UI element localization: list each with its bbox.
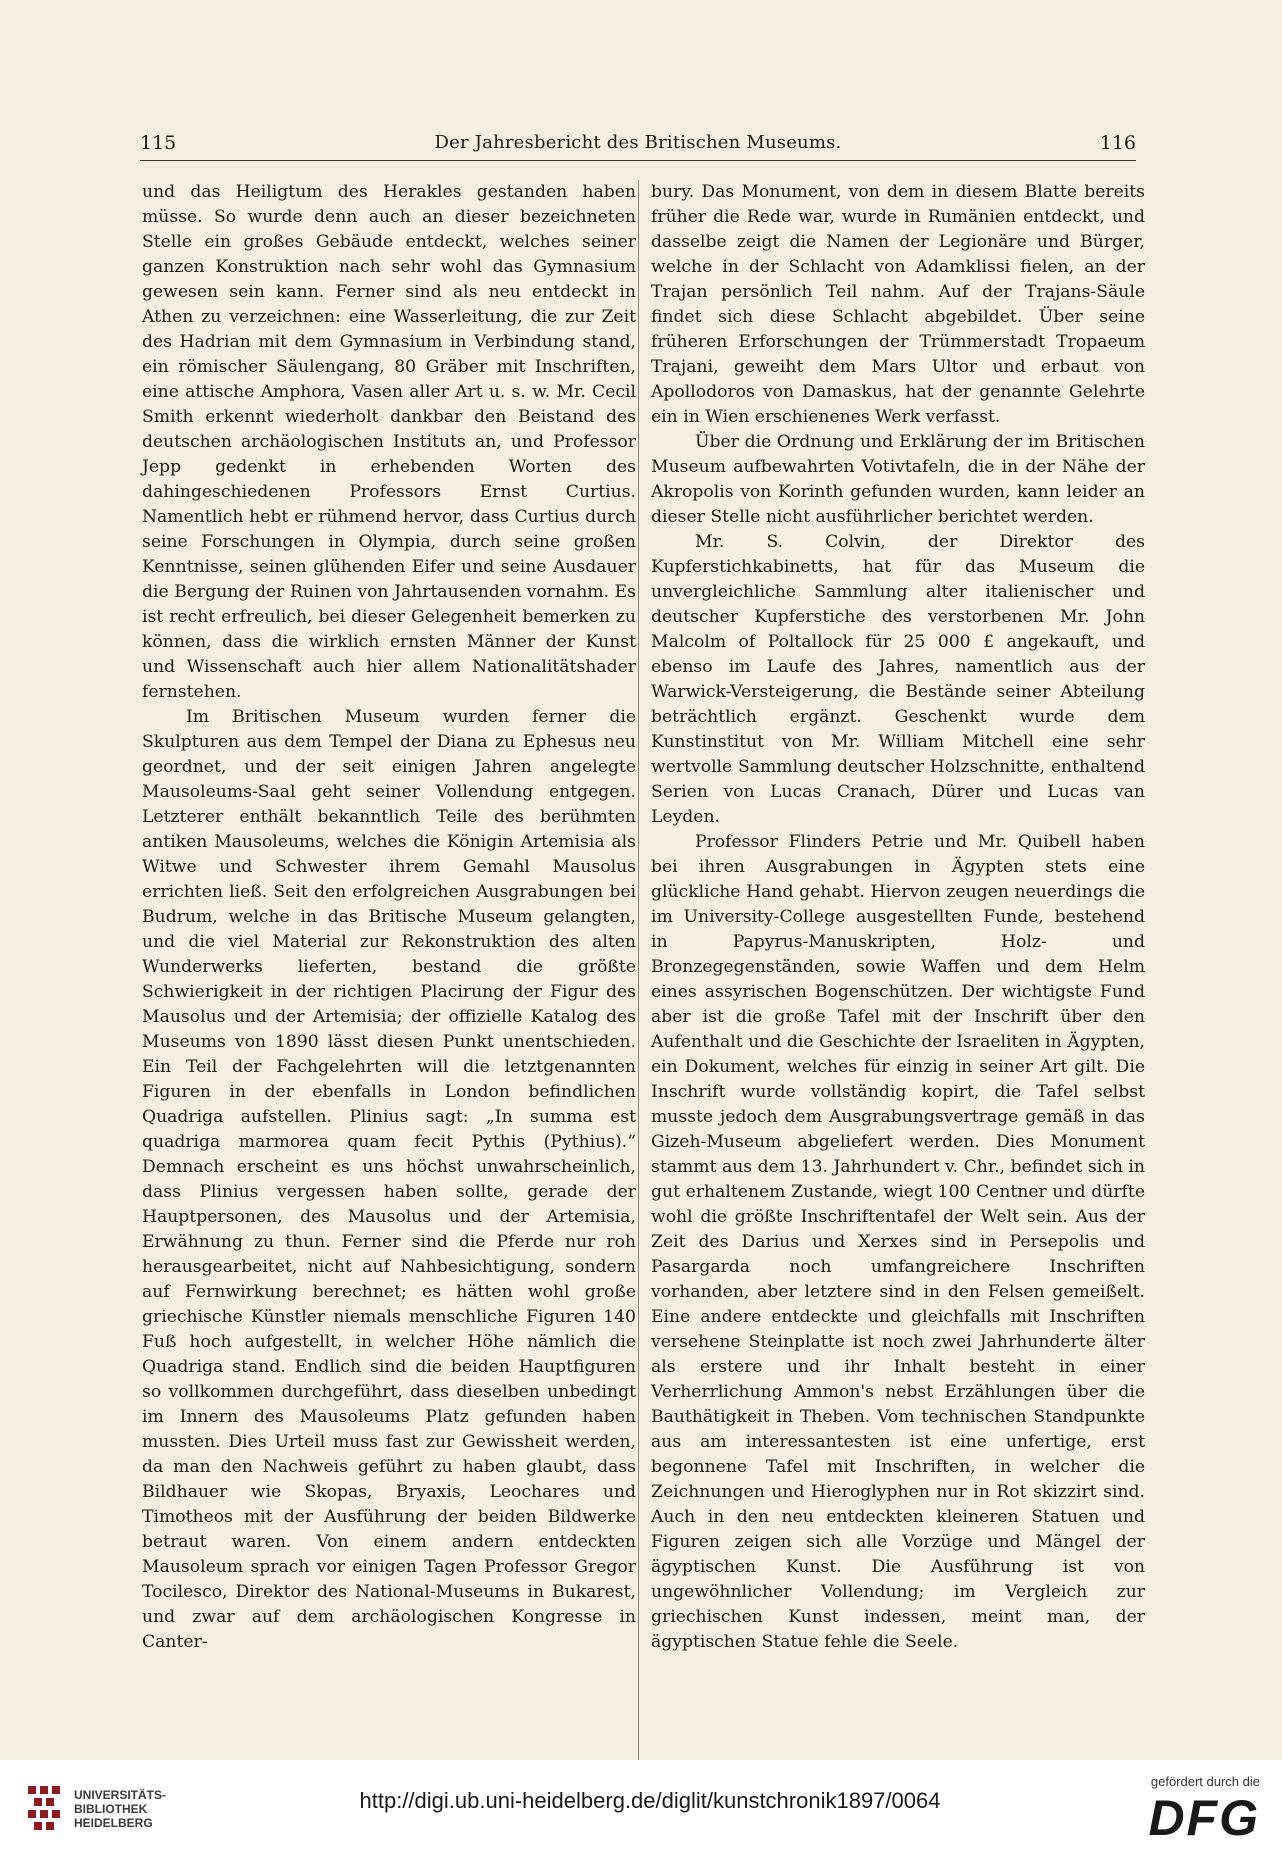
left-column	[142, 180, 636, 1726]
library-line: UNIVERSITÄTS-	[74, 1788, 167, 1802]
library-emblem-icon	[26, 1782, 70, 1834]
library-name	[74, 1788, 166, 1830]
running-head	[140, 132, 1136, 162]
header-rule	[140, 160, 1136, 161]
paragraph: Mr. S. Colvin, der Direktor des Kupferstichkabinetts, hat für das Museum die unvergleichliche Sammlung alter italienischer und deutscher Kupferstiche des verstorbenen Mr. John Malcolm of Poltallock für 25 000 £ angekauft, und ebenso im Laufe des Jahres, namentlich aus der Warwick-Versteigerung, die Bestände seiner Abteilung beträchtlich ergänzt. Geschenkt wurde dem Kunstinstitut von Mr. William Mitchell eine sehr wertvolle Sammlung deutscher Holzschnitte, enthaltend Serien von Lucas Cranach, Dürer und Lucas van Leyden.	[651, 532, 1145, 827]
page-number-left: 115	[140, 132, 177, 154]
university-library-logo[interactable]	[26, 1782, 167, 1840]
running-title: Der Jahresbericht des Britischen Museums.	[434, 132, 842, 153]
paragraph: Über die Ordnung und Erklärung der im Britischen Museum aufbewahrten Votivtafeln, die in der Nähe der Akropolis von Korinth gefunden wurden, kann leider an dieser Stelle nicht ausführlicher berichtet werden.	[651, 432, 1145, 527]
funded-by-label: gefördert durch die	[1150, 1774, 1260, 1789]
dfg-logo[interactable]: DFG	[1148, 1790, 1260, 1846]
right-column	[651, 180, 1145, 1726]
paragraph: Professor Flinders Petrie und Mr. Quibell haben bei ihren Ausgrabungen in Ägypten stets eine glückliche Hand gehabt. Hiervon zeugen neuerdings die im University-College ausgestellten Funde, bestehend in Papyrus-Manuskripten, Holz- und Bronzegegenständen, sowie Waffen und dem Helm eines assyrischen Bogenschützen. Der wichtigste Fund aber ist die große Tafel mit der Inschrift über den Aufenthalt und die Geschichte der Israeliten in Ägypten, ein Dokument, welches für einzig in seiner Art gilt. Die Inschrift wurde vollständig kopirt, die Tafel selbst musste jedoch dem Ausgrabungsvertrage gemäß in das Gizeh-Museum abgeliefert werden. Dies Monument stammt aus dem 13. Jahrhundert v. Chr., befindet sich in gut erhaltenem Zustande, wiegt 100 Centner und dürfte wohl die größte Inschriftentafel der Welt sein. Aus der Zeit des Darius und Xerxes sind in Persepolis und Pasargarda noch umfangreichere Inschriften vorhanden, aber letztere sind in den Felsen gemeißelt. Eine andere entdeckte und gleichfalls mit Inschriften versehene Steinplatte ist noch zwei Jahrhunderte älter als erstere und ihr Inhalt besteht in einer Verherrlichung Ammon's nebst Erzählungen über die Bauthätigkeit in Theben. Vom technischen Standpunkte aus am interessantesten ist eine unfertige, erst begonnene Tafel mit Inschriften, in welcher die Zeichnungen und Hieroglyphen nur in Rot skizzirt sind. Auch in den neu entdeckten kleineren Statuen und Figuren zeigen sich alle Vorzüge und Mängel der ägyptischen Kunst. Die Ausführung ist von ungewöhnlicher Vollendung; im Vergleich zur griechischen Kunst indessen, meint man, der ägyptischen Statue fehle die Seele.	[651, 832, 1145, 1652]
funder-block	[1110, 1774, 1260, 1854]
paragraph: bury. Das Monument, von dem in diesem Blatte bereits früher die Rede war, wurde in Rumänien entdeckt, und dasselbe zeigt die Namen der Legionäre und Bürger, welche in der Schlacht von Adamklissi fielen, an der Trajan persönlich Teil nahm. Auf der Trajans-Säule findet sich diese Schlacht abgebildet. Über seine früheren Erforschungen der Trümmerstadt Tropaeum Trajani, geweiht dem Mars Ultor und erbaut von Apollodoros von Damaskus, hat der genannte Gelehrte ein in Wien erschienenes Werk verfasst.	[651, 182, 1145, 427]
column-divider	[638, 180, 639, 1760]
paragraph: und das Heiligtum des Herakles gestanden haben müsse. So wurde denn auch an dieser bezeichneten Stelle ein großes Gebäude entdeckt, welches seiner ganzen Konstruktion nach sehr wohl das Gymnasium gewesen sein kann. Ferner sind als neu entdeckt in Athen zu verzeichnen: eine Wasserleitung, die zur Zeit des Hadrian mit dem Gymnasium in Verbindung stand, ein römischer Säulengang, 80 Gräber mit Inschriften, eine attische Amphora, Vasen aller Art u. s. w. Mr. Cecil Smith erkennt wiederholt dankbar den Beistand des deutschen archäologischen Instituts an, und Professor Jepp gedenkt in erhebenden Worten des dahingeschiedenen Professors Ernst Curtius. Namentlich hebt er rühmend hervor, dass Curtius durch seine Forschungen in Olympia, durch seine großen Kenntnisse, seinen glühenden Eifer und seine Ausdauer die Bergung der Ruinen von Jahrtausenden vornahm. Es ist recht erfreulich, bei dieser Gelegenheit bemerken zu können, dass die wirklich ernsten Männer der Kunst und Wissenschaft auch hier allem Nationalitätshader fernstehen.	[142, 182, 636, 702]
paragraph: Im Britischen Museum wurden ferner die Skulpturen aus dem Tempel der Diana zu Ephesus neu geordnet, und der seit einigen Jahren angelegte Mausoleums-Saal geht seiner Vollendung entgegen. Letzterer enthält bekanntlich Teile des berühmten antiken Mausoleums, welches die Königin Artemisia als Witwe und Schwester ihrem Gemahl Mausolus errichten ließ. Seit den erfolgreichen Ausgrabungen bei Budrum, welche in das Britische Museum gelangten, und die viel Material zur Rekonstruktion des alten Wunderwerks lieferten, bestand die größte Schwierigkeit in der richtigen Placirung der Figur des Mausolus und der Artemisia; der offizielle Katalog des Museums von 1890 lässt diesen Punkt unentschieden. Ein Teil der Fachgelehrten will die letztgenannten Figuren in der ebenfalls in London befindlichen Quadriga aufstellen. Plinius sagt: „In summa est quadriga marmorea quam fecit Pythis (Pythius).“ Demnach erscheint es uns höchst unwahrscheinlich, dass Plinius vergessen haben sollte, gerade der Hauptpersonen, des Mausolus und der Artemisia, Erwähnung zu thun. Ferner sind die Pferde nur roh herausgearbeitet, nicht auf Nahbesichtigung, sondern auf Fernwirkung berechnet; es hätten wohl große griechische Künstler niemals menschliche Figuren 140 Fuß hoch aufgestellt, in welcher Höhe nämlich die Quadriga stand. Endlich sind die beiden Hauptfiguren so vollkommen durchgeführt, dass dieselben unbedingt im Innern des Mausoleums Platz gefunden haben mussten. Dies Urteil muss fast zur Gewissheit werden, da man den Nachweis geführt zu haben glaubt, dass Bildhauer wie Skopas, Bryaxis, Leochares und Timotheos mit der Ausführung der beiden Bildwerke betraut waren. Von einem andern entdeckten Mausoleum sprach vor einigen Tagen Professor Gregor Tocilesco, Direktor des National-Museums in Bukarest, und zwar auf dem archäologischen Kongresse in Canter-	[142, 707, 636, 1652]
library-line: BIBLIOTHEK	[74, 1802, 148, 1816]
digitization-footer	[0, 1760, 1282, 1857]
page-number-right: 116	[1099, 132, 1136, 154]
library-line: HEIDELBERG	[74, 1816, 153, 1830]
permalink-url[interactable]: http://digi.ub.uni-heidelberg.de/diglit/kunstchronik1897/0064	[359, 1788, 941, 1813]
